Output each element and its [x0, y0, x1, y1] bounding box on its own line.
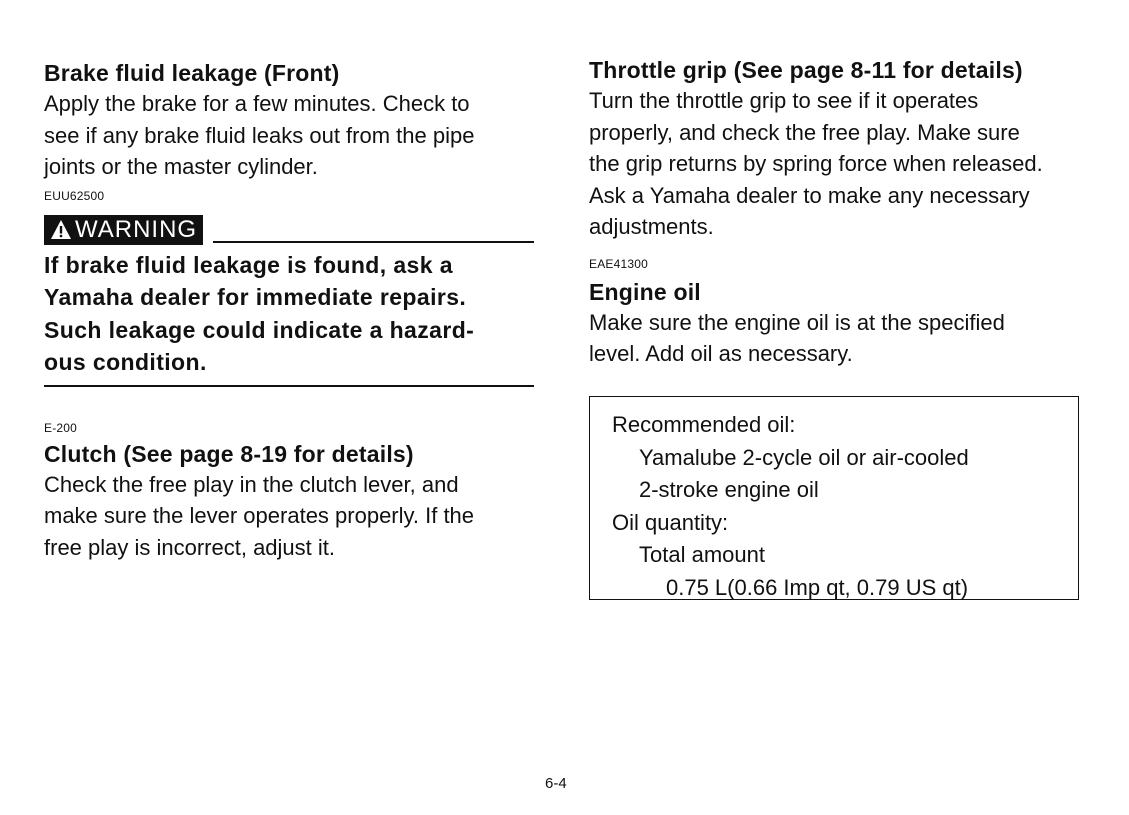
throttle-grip-heading: Throttle grip (See page 8-11 for details) — [589, 57, 1023, 83]
throttle-line: adjustments. — [589, 214, 714, 239]
warning-label: WARNING — [75, 215, 198, 243]
brake-fluid-line: Apply the brake for a few minutes. Check to — [44, 91, 470, 116]
warning-line: If brake fluid leakage is found, ask a — [44, 251, 453, 278]
left-column — [44, 58, 534, 563]
warning-line: Such leakage could indicate a hazard- — [44, 316, 475, 343]
section-code: EAE41300 — [589, 256, 648, 271]
throttle-line: properly, and check the free play. Make sure — [589, 119, 1020, 145]
brake-fluid-heading: Brake fluid leakage (Front) — [44, 60, 340, 86]
section-code: EUU62500 — [44, 188, 105, 203]
warning-bottom-rule — [44, 385, 534, 387]
page-number: 6-4 — [545, 775, 567, 792]
section-code: E-200 — [44, 420, 78, 435]
oil-spec-box — [589, 396, 1079, 600]
engine-oil-line: level. Add oil as necessary. — [589, 341, 853, 366]
throttle-line: Ask a Yamaha dealer to make any necessary — [589, 182, 1030, 208]
brake-fluid-line: joints or the master cylinder. — [44, 154, 318, 179]
throttle-line: Turn the throttle grip to see if it operates — [589, 88, 979, 113]
clutch-line: Check the free play in the clutch lever, and — [44, 471, 459, 497]
recommended-oil-value: Yamalube 2-cycle oil or air-cooled — [639, 444, 969, 470]
recommended-oil-value: 2-stroke engine oil — [639, 477, 819, 502]
clutch-line: make sure the lever operates properly. If the — [44, 503, 475, 528]
right-column — [589, 55, 1081, 370]
warning-line: ous condition. — [44, 349, 207, 375]
brake-fluid-line: see if any brake fluid leaks out from the pipe — [44, 122, 475, 148]
clutch-line: free play is incorrect, adjust it. — [44, 534, 336, 560]
warning-triangle-icon — [50, 219, 72, 241]
warning-rule — [213, 241, 534, 243]
engine-oil-line: Make sure the engine oil is at the specified — [589, 309, 1005, 335]
total-amount-label: Total amount — [639, 542, 765, 567]
warning-badge — [44, 215, 203, 245]
oil-quantity-label: Oil quantity: — [612, 509, 729, 535]
engine-oil-heading: Engine oil — [589, 278, 701, 305]
warning-line: Yamaha dealer for immediate repairs. — [44, 284, 467, 310]
warning-text — [44, 249, 534, 379]
clutch-heading: Clutch (See page 8-19 for details) — [44, 440, 414, 467]
throttle-line: the grip returns by spring force when released. — [589, 151, 1043, 176]
warning-header — [44, 211, 534, 245]
recommended-oil-label: Recommended oil: — [612, 412, 796, 437]
total-amount-value: 0.75 L(0.66 Imp qt, 0.79 US qt) — [666, 574, 969, 600]
